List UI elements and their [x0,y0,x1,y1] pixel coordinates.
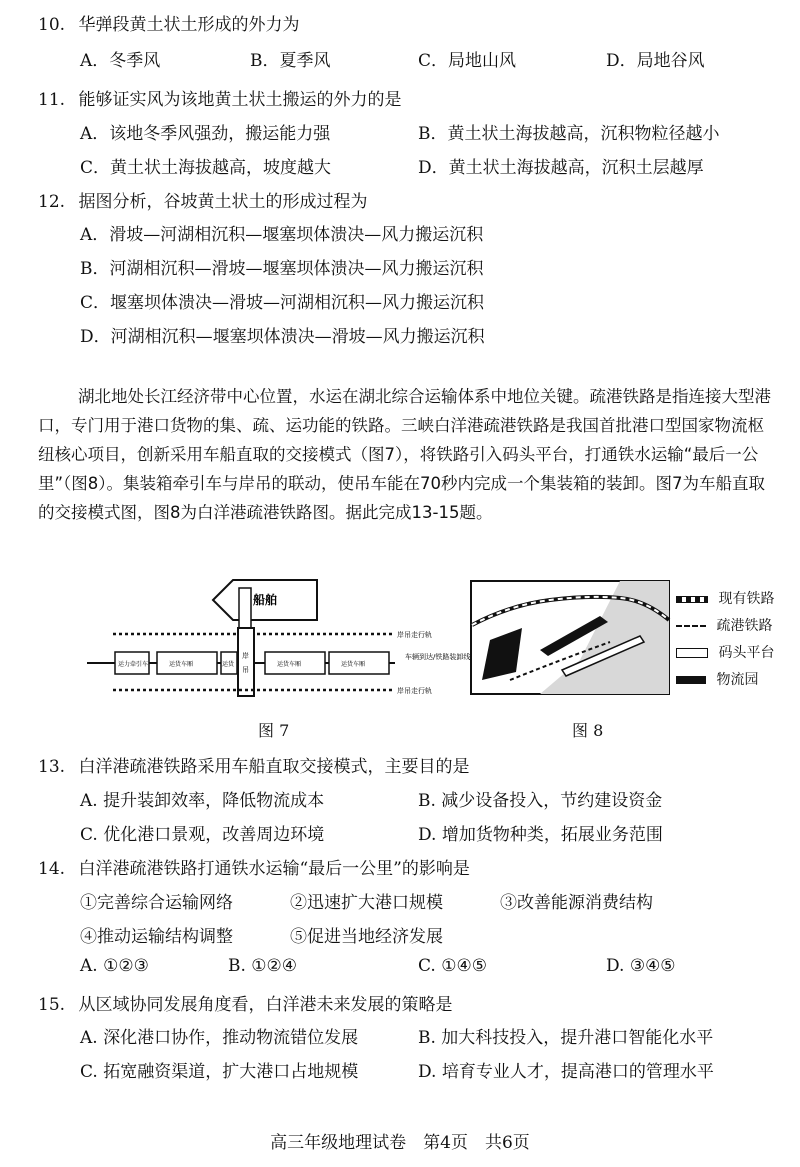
legend-label: 物流园 [716,672,759,688]
port-railway-swatch [676,625,706,627]
option-b: B．夏季风 [250,51,331,71]
option-c: C．黄土状土海拔越高，坡度越大 [80,158,332,178]
ship-label: 船舶 [253,593,278,607]
track-bottom-label: 岸吊走行轨 [397,687,432,695]
option-a: A．冬季风 [80,51,161,71]
option-c: C．局地山风 [418,51,517,71]
question-stem: 能够证实风为该地黄土状土搬运的外力的是 [78,90,402,110]
question-number: 10. [38,15,66,35]
freight-car-label: 运货车厢 [169,661,194,668]
option-a: A. ①②③ [80,956,149,976]
option-d: D. ③④⑤ [606,956,676,976]
legend-port-railway [676,615,772,635]
option-d: D. 增加货物种类，拓展业务范围 [418,825,663,845]
railway-label: 车辆到达/铁路装卸线 [405,653,471,661]
passage-text: 湖北地处长江经济带中心位置，水运在湖北综合运输体系中地位关键。疏港铁路是指连接大型港口，专门用于港口货物的集、疏、运功能的铁路。三峡白洋港疏港铁路是我国首批港口型国家物流枢纽核心项目，创新采用车船直取的交接模式（图7），将铁路引入码头平台，打通铁水运输“最后一公里”（图8）。集装箱牵引车与岸吊的联动，使吊车能在70秒内完成一个集装箱的装卸。图7为车船直取的交接模式图，图8为白洋港疏港铁路图。据此完成13-15题。 [38,387,771,522]
tractor-label: 运力牵引车 [118,661,149,668]
option-d: D．河湖相沉积—堰塞坝体溃决—滑坡—风力搬运沉积 [80,327,485,347]
figure-7-caption: 图 7 [258,721,290,740]
shore-crane [238,628,254,696]
question-number: 12. [38,192,66,212]
question-number: 13. [38,757,66,777]
figure-7-diagram [85,572,471,702]
question-stem: 华弹段黄土状土形成的外力为 [78,15,300,35]
option-d: D．局地谷风 [606,51,705,71]
page-footer: 高三年级地理试卷 第4页 共6页 [270,1133,530,1153]
question-stem: 从区域协同发展角度看，白洋港未来发展的策略是 [78,995,453,1015]
figure-8-caption: 图 8 [572,721,604,740]
track-top-label: 岸吊走行轨 [397,631,432,639]
legend-logistics-park [676,669,758,689]
crane-label: 岸吊 [242,652,249,674]
legend-label: 码头平台 [718,645,775,661]
statement-item: ①完善综合运输网络 [80,893,233,913]
question-number: 11. [38,90,66,110]
question-number: 14. [38,859,66,879]
freight-car-label: 运货车厢 [277,661,302,668]
statement-item: ②迅速扩大港口规模 [290,893,443,913]
option-a: A．该地冬季风强劲，搬运能力强 [80,124,331,144]
option-c: C. 拓宽融资渠道，扩大港口占地规模 [80,1062,359,1082]
question-10 [38,10,299,35]
figure-8-map [470,580,670,695]
legend-label: 现有铁路 [718,591,775,607]
option-c: C. ①④⑤ [418,956,487,976]
legend-dock-platform [676,642,774,662]
option-b: B．黄土状土海拔越高，沉积物粒径越小 [418,124,720,144]
option-d: D. 培育专业人才，提高港口的管理水平 [418,1062,714,1082]
option-b: B. ①②④ [228,956,298,976]
question-13 [38,752,469,777]
freight-car-label: 运货车厢 [341,661,366,668]
question-stem: 白洋港疏港铁路打通铁水运输“最后一公里”的影响是 [78,859,470,879]
logistics-park-swatch [676,676,706,684]
option-b: B. 加大科技投入，提升港口智能化水平 [418,1028,714,1048]
statement-item: ④推动运输结构调整 [80,927,233,947]
option-d: D．黄土状土海拔越高，沉积土层越厚 [418,158,704,178]
option-c: C. 优化港口景观，改善周边环境 [80,825,325,845]
option-a: A. 提升装卸效率，降低物流成本 [80,791,325,811]
question-stem: 据图分析，谷坡黄土状土的形成过程为 [78,192,368,212]
crane-arm [239,588,251,628]
question-12 [38,187,367,212]
legend-existing-railway [676,588,774,608]
option-b: B. 减少设备投入，节约建设资金 [418,791,663,811]
legend-label: 疏港铁路 [716,618,773,634]
statement-item: ⑤促进当地经济发展 [290,927,443,947]
freight-car-label: 运货 [222,661,235,668]
statement-item: ③改善能源消费结构 [500,893,653,913]
option-b: B．河湖相沉积—滑坡—堰塞坝体溃决—风力搬运沉积 [80,259,484,279]
question-11 [38,85,401,110]
option-a: A．滑坡—河湖相沉积—堰塞坝体溃决—风力搬运沉积 [80,225,484,245]
question-stem: 白洋港疏港铁路采用车船直取交接模式，主要目的是 [78,757,470,777]
option-a: A. 深化港口协作，推动物流错位发展 [80,1028,359,1048]
passage [38,382,778,527]
option-c: C．堰塞坝体溃决—滑坡—河湖相沉积—风力搬运沉积 [80,293,485,313]
existing-railway-swatch [676,596,708,603]
dock-platform-swatch [676,648,708,658]
question-15 [38,990,452,1015]
question-number: 15. [38,995,66,1015]
question-14 [38,854,470,879]
